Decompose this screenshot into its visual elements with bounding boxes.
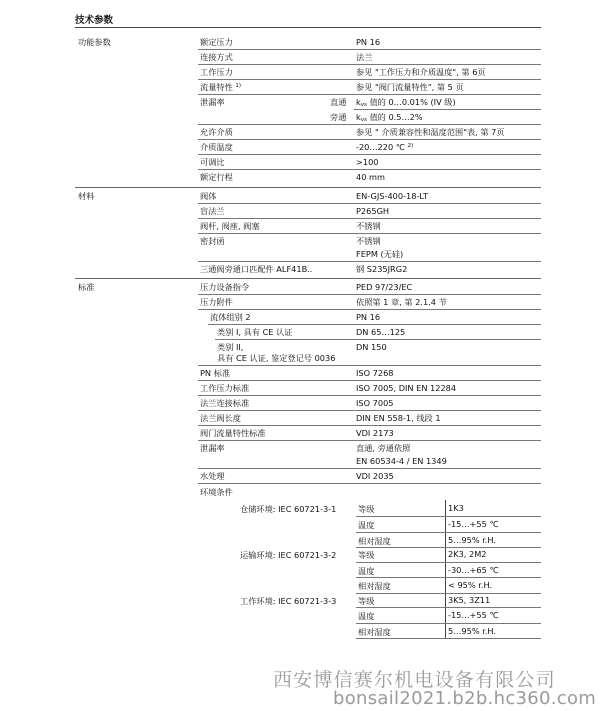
row-value: P265GH — [356, 206, 390, 216]
row-value: 不锈钢 — [356, 221, 381, 231]
row-label: 额定行程 — [200, 172, 233, 182]
row-divider — [198, 94, 541, 95]
row-divider — [356, 577, 541, 578]
row-label: 工作压力 — [200, 67, 233, 77]
row-label: 具有 CE 认证, 鉴定登记号 0036 — [217, 353, 336, 363]
row-label: 允许介质 — [200, 127, 233, 137]
env-value: -30…+65 ℃ — [448, 565, 499, 575]
row-divider — [208, 324, 541, 325]
row-label: 可调比 — [200, 157, 225, 167]
row-label: 流量特性 $^{1)}$ — [200, 82, 242, 92]
row-divider — [198, 261, 541, 262]
env-value: -15…+55 ℃ — [448, 519, 499, 529]
row-label: PN 标准 — [200, 368, 231, 378]
row-divider — [356, 623, 541, 624]
row-label: 水处理 — [200, 471, 225, 481]
row-value: >100 — [356, 157, 379, 167]
env-table-divider — [445, 500, 446, 638]
row-value: PN 16 — [356, 312, 381, 322]
row-label: 流体组别 2 — [210, 312, 251, 322]
row-label: 压力附件 — [200, 297, 233, 307]
watermark-url: bonsail2021.b2b.hc360.com — [333, 688, 597, 709]
row-value: DN 150 — [356, 342, 387, 352]
row-value: 法兰 — [356, 52, 373, 62]
row-label: 连接方式 — [200, 52, 233, 62]
row-divider — [198, 218, 541, 219]
row-divider — [198, 124, 541, 125]
row-divider — [356, 532, 541, 533]
env-label: 温度 — [358, 520, 375, 530]
row-divider — [198, 154, 541, 155]
row-label: 泄漏率 — [200, 97, 225, 107]
row-divider — [198, 294, 541, 295]
row-value: 参见 " 介质兼容性和温度范围"表, 第 7页 — [356, 127, 505, 137]
row-divider — [198, 169, 541, 170]
env-group-name: 仓储环境: IEC 60721-3-1 — [240, 504, 337, 514]
env-label: 相对湿度 — [358, 581, 391, 591]
row-value: -20…220 ℃ $^{2)}$ — [356, 142, 414, 152]
row-divider — [198, 203, 541, 204]
row-divider — [356, 516, 541, 517]
row-value: 不锈钢 — [356, 236, 381, 246]
section-standards: 标准 — [78, 282, 95, 292]
row-label: 密封函 — [200, 236, 225, 246]
row-label: 额定压力 — [200, 37, 233, 47]
row-label: 环境条件 — [200, 487, 233, 497]
env-label: 等级 — [358, 596, 375, 606]
row-value: 40 mm — [356, 172, 385, 182]
row-divider — [198, 139, 541, 140]
row-label: 阀门流量特性标准 — [200, 428, 266, 438]
row-label: 泄漏率 — [200, 443, 225, 453]
watermark-company: 西安博信赛尔机电设备有限公司 — [273, 669, 556, 691]
row-value: 参见 "阀门流量特性", 第 5 页 — [356, 82, 464, 92]
env-value: 5…95% r.H. — [448, 626, 497, 636]
row-divider — [198, 483, 541, 484]
env-value: 3K5, 3Z11 — [448, 595, 491, 605]
section-functional: 功能参数 — [78, 37, 111, 47]
row-value: FEPM (无硅) — [356, 249, 404, 259]
row-divider — [356, 607, 541, 608]
row-label: 三通阀旁通口匹配件 ALF41B.. — [200, 264, 313, 274]
row-divider — [198, 49, 541, 50]
row-divider — [198, 64, 541, 65]
row-value: ISO 7005, DIN EN 12284 — [356, 383, 457, 393]
row-value: EN-GJS-400-18-LT — [356, 191, 428, 201]
row-value: DN 65…125 — [356, 327, 406, 337]
row-label: 类别 II, — [217, 342, 244, 352]
row-label: 阀体 — [200, 191, 217, 201]
row-value: 钢 S235JRG2 — [356, 264, 408, 274]
row-value: VDI 2173 — [356, 428, 394, 438]
row-value: 参见 "工作压力和介质温度", 第 6页 — [356, 67, 486, 77]
row-value: 直通, 旁通依照 — [356, 443, 411, 453]
row-value: VDI 2035 — [356, 471, 394, 481]
env-label: 温度 — [358, 566, 375, 576]
row-value: PED 97/23/EC — [356, 282, 413, 292]
row-label: 盲法兰 — [200, 206, 225, 216]
env-label: 相对湿度 — [358, 536, 391, 546]
row-divider — [198, 380, 541, 381]
row-divider — [356, 547, 541, 548]
row-divider — [198, 233, 541, 234]
row-value: 依照第 1 章, 第 2.1.4 节 — [356, 297, 447, 307]
row-sublabel: 直通 — [330, 97, 347, 107]
row-divider — [198, 440, 541, 441]
row-divider — [356, 562, 541, 563]
row-divider — [356, 593, 541, 594]
env-value: 1K3 — [448, 503, 464, 513]
env-label: 等级 — [358, 504, 375, 514]
row-label: 压力设备指令 — [200, 282, 250, 292]
row-value: ISO 7005 — [356, 398, 394, 408]
row-divider — [198, 79, 541, 80]
section-divider — [75, 278, 541, 279]
row-divider — [215, 339, 541, 340]
row-label: 介质温度 — [200, 142, 233, 152]
env-label: 等级 — [358, 550, 375, 560]
row-divider — [354, 109, 541, 110]
row-divider — [198, 468, 541, 469]
row-value: kvs 值的 0…0.01% (IV 级) — [356, 97, 456, 108]
row-label: 法兰阀长度 — [200, 413, 241, 423]
env-value: 5…95% r.H. — [448, 535, 497, 545]
env-value: -15…+55 ℃ — [448, 610, 499, 620]
row-value: EN 60534-4 / EN 1349 — [356, 456, 447, 466]
env-label: 相对湿度 — [358, 627, 391, 637]
env-label: 温度 — [358, 611, 375, 621]
row-divider — [198, 309, 541, 310]
row-value: ISO 7268 — [356, 368, 394, 378]
row-divider — [198, 395, 541, 396]
row-divider — [198, 365, 541, 366]
row-value: DIN EN 558-1, 线段 1 — [356, 413, 441, 423]
page-title: 技术参数 — [75, 15, 114, 26]
row-divider — [198, 425, 541, 426]
section-divider — [75, 187, 541, 188]
row-label: 法兰连接标准 — [200, 398, 250, 408]
env-value: < 95% r.H. — [448, 580, 493, 590]
row-label: 阀杆, 阀座, 阀塞 — [200, 221, 260, 231]
row-divider — [198, 410, 541, 411]
row-label: 工作压力标准 — [200, 383, 250, 393]
row-divider — [356, 638, 541, 639]
row-label: 类别 I, 具有 CE 认证 — [217, 327, 293, 337]
row-value: PN 16 — [356, 37, 381, 47]
row-value: kvs 值的 0.5…2% — [356, 112, 423, 123]
env-group-name: 运输环境: IEC 60721-3-2 — [240, 550, 337, 560]
env-value: 2K3, 2M2 — [448, 549, 487, 559]
env-group-name: 工作环境: IEC 60721-3-3 — [240, 596, 337, 606]
section-materials: 材料 — [78, 191, 95, 201]
row-sublabel: 旁通 — [330, 112, 347, 122]
title-divider — [75, 27, 541, 28]
